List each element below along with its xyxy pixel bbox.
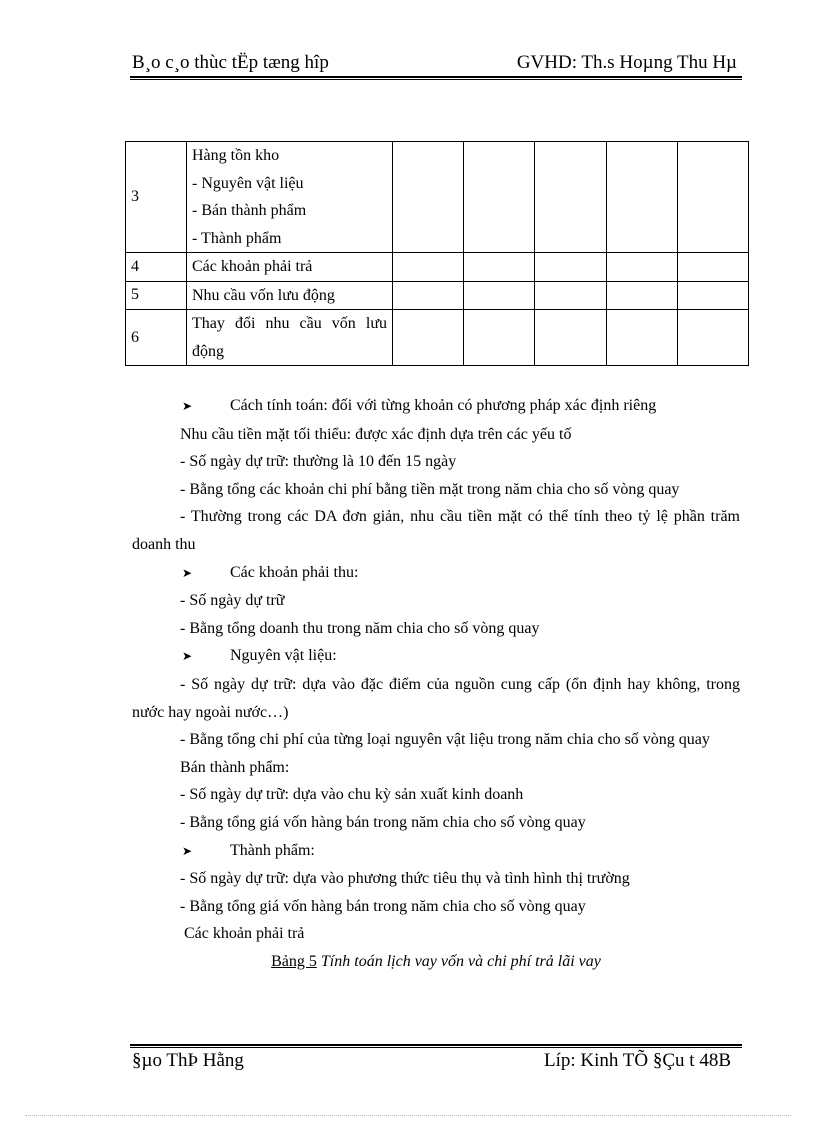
item-line: Thay đổi nhu cầu vốn lưu xyxy=(192,315,387,332)
caption-label: Bảng 5 xyxy=(271,952,317,970)
row-number: 6 xyxy=(126,310,187,366)
paragraph: - Bằng tổng các khoản chi phí bằng tiền mặt trong năm chia cho số vòng quay xyxy=(180,480,680,498)
header-left-title: B¸o c¸o thùc tËp tæng hîp xyxy=(132,52,329,73)
empty-cell xyxy=(464,253,535,282)
item-line: động xyxy=(192,342,224,360)
empty-cell xyxy=(606,253,677,282)
arrowhead-bullet-icon: ➤ xyxy=(182,649,193,664)
empty-cell xyxy=(606,310,677,366)
row-number: 4 xyxy=(126,253,187,282)
paragraph xyxy=(132,726,740,754)
paragraph: - Số ngày dự trữ: thường là 10 đến 15 ngày xyxy=(180,453,457,471)
empty-cell xyxy=(606,142,677,253)
empty-cell xyxy=(606,281,677,310)
paragraph: - Số ngày dự trữ: dựa vào phương thức tiêu thụ và tình hình thị trường xyxy=(180,870,630,888)
arrowhead-bullet-icon: ➤ xyxy=(182,565,193,580)
empty-cell xyxy=(393,142,464,253)
footer-author: §µo ThÞ Hằng xyxy=(132,1050,244,1071)
empty-cell xyxy=(464,142,535,253)
row-number: 5 xyxy=(126,281,187,310)
empty-cell xyxy=(677,142,748,253)
empty-cell xyxy=(535,253,606,282)
row-item xyxy=(187,142,393,253)
empty-cell xyxy=(393,281,464,310)
page-edge-dots xyxy=(25,1115,791,1116)
table-row xyxy=(126,253,749,282)
table-row xyxy=(126,142,749,253)
table-row xyxy=(126,310,749,366)
paragraph-text: - Số ngày dự trữ: dựa vào đặc điểm của nguồn cung cấp (ổn định hay không, trong nước hay ngoài nước…) xyxy=(132,675,740,721)
paragraph: - Số ngày dự trữ xyxy=(180,592,285,610)
table-caption xyxy=(132,948,740,976)
row-item xyxy=(187,310,393,366)
empty-cell xyxy=(464,310,535,366)
empty-cell xyxy=(393,310,464,366)
row-item: Các khoản phải trả xyxy=(187,253,393,282)
empty-cell xyxy=(393,253,464,282)
empty-cell xyxy=(464,281,535,310)
paragraph: - Bằng tổng giá vốn hàng bán trong năm chia cho số vòng quay xyxy=(180,813,586,831)
bullet-paragraph xyxy=(132,559,740,588)
footer-class: Líp: Kinh TÕ §Çu t 48B xyxy=(543,1050,731,1071)
row-number: 3 xyxy=(126,142,187,253)
empty-cell xyxy=(535,142,606,253)
footer-rule xyxy=(130,1044,742,1046)
bullet-paragraph xyxy=(132,837,740,866)
paragraph: Nhu cầu tiền mặt tối thiểu: được xác định dựa trên các yếu tố xyxy=(180,425,572,443)
caption-text: Tính toán lịch vay vốn và chi phí trả lãi vay xyxy=(316,952,601,970)
paragraph xyxy=(132,503,740,558)
empty-cell xyxy=(677,310,748,366)
paragraph-text: Cách tính toán: đối với từng khoản có phương pháp xác định riêng xyxy=(230,397,657,414)
header-rule xyxy=(130,76,742,78)
header-rule-thin xyxy=(130,79,742,80)
paragraph-text: - Bằng tổng chi phí của từng loại nguyên vật liệu trong năm chia cho số vòng quay xyxy=(180,731,710,749)
paragraph-text: Thành phẩm: xyxy=(230,841,315,859)
empty-cell xyxy=(677,253,748,282)
paragraph xyxy=(132,671,740,726)
paragraph: - Bằng tổng giá vốn hàng bán trong năm chia cho số vòng quay xyxy=(180,897,586,915)
item-line: - Thành phẩm xyxy=(192,229,282,247)
header-right-advisor: GVHD: Th.s Hoµng Thu Hµ xyxy=(516,52,737,73)
paragraph-text: Các khoản phải thu: xyxy=(230,563,359,581)
bullet-paragraph xyxy=(132,642,740,671)
item-line: - Bán thành phẩm xyxy=(192,202,307,219)
paragraph: - Số ngày dự trữ: dựa vào chu kỳ sản xuất kinh doanh xyxy=(180,786,524,804)
capital-table xyxy=(125,141,749,366)
table-row xyxy=(126,281,749,310)
paragraph-text: - Thường trong các DA đơn giản, nhu cầu tiền mặt có thể tính theo tỷ lệ phần trăm doanh thu xyxy=(132,508,740,553)
arrowhead-bullet-icon: ➤ xyxy=(182,399,193,413)
row-item: Nhu cầu vốn lưu động xyxy=(187,281,393,310)
footer-rule-thin xyxy=(130,1047,742,1048)
paragraph: Bán thành phẩm: xyxy=(180,758,290,776)
empty-cell xyxy=(535,281,606,310)
empty-cell xyxy=(677,281,748,310)
bullet-paragraph xyxy=(132,392,740,421)
arrowhead-bullet-icon: ➤ xyxy=(182,843,193,858)
body-text xyxy=(132,392,740,975)
paragraph-text: Nguyên vật liệu: xyxy=(230,647,337,665)
empty-cell xyxy=(535,310,606,366)
item-line: - Nguyên vật liệu xyxy=(192,174,304,192)
paragraph: - Bằng tổng doanh thu trong năm chia cho số vòng quay xyxy=(180,619,540,637)
item-line: Hàng tồn kho xyxy=(192,147,280,164)
paragraph: Các khoản phải trả xyxy=(184,925,305,943)
